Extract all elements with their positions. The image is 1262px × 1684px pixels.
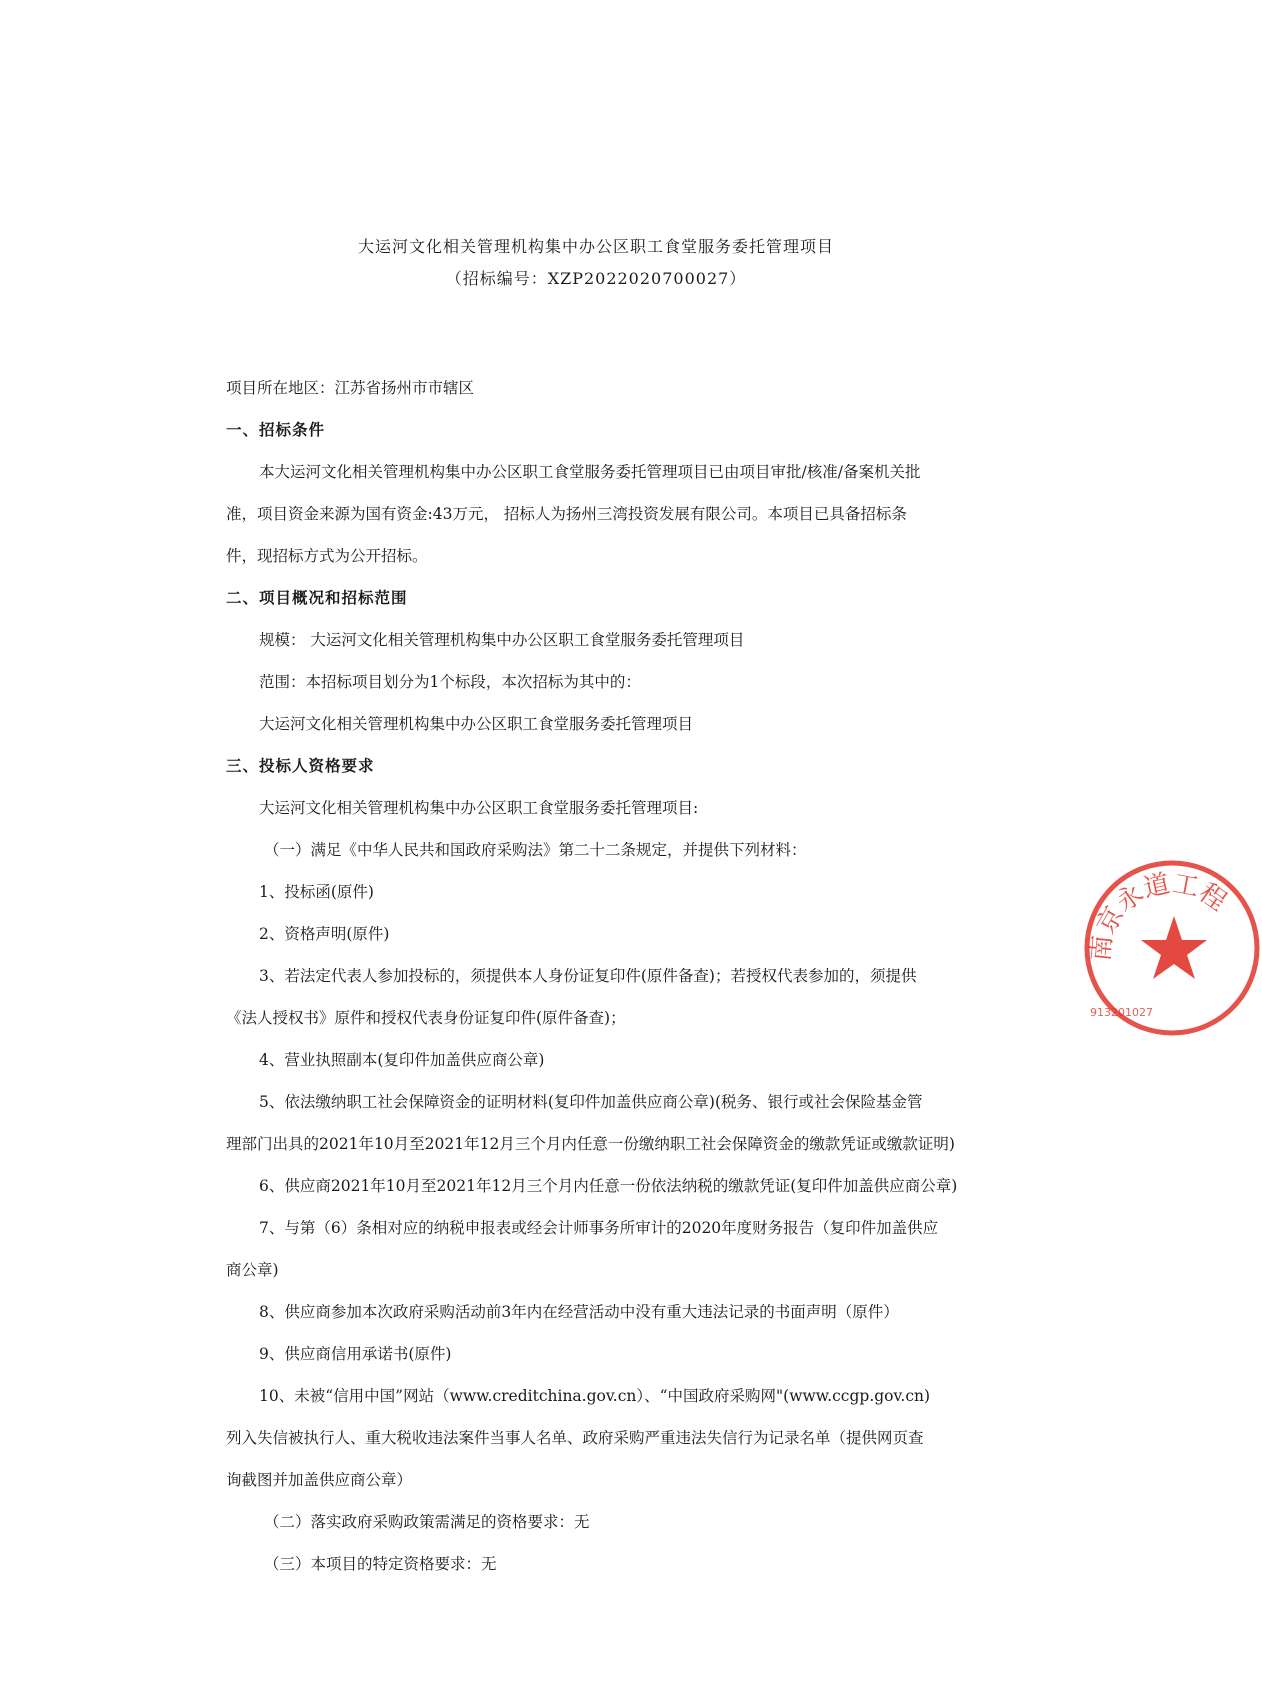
company-seal-stamp bbox=[1082, 858, 1262, 1038]
section3-heading: 三、投标人资格要求 bbox=[226, 756, 375, 775]
section1-line: 准，项目资金来源为国有资金:43万元， 招标人为扬州三湾投资发展有限公司。本项目已具备招标条 bbox=[226, 505, 907, 523]
requirement-item: 3、若法定代表人参加投标的，须提供本人身份证复印件(原件备查)；若授权代表参加的，须提供 bbox=[259, 967, 917, 985]
requirement-item: 《法人授权书》原件和授权代表身份证复印件(原件备查)； bbox=[226, 1009, 626, 1027]
bid-number: （招标编号：XZP2022020700027） bbox=[445, 269, 747, 288]
seal-code: 913201027 bbox=[1090, 1006, 1153, 1019]
document-title: 大运河文化相关管理机构集中办公区职工食堂服务委托管理项目 bbox=[357, 237, 834, 256]
requirement-item: 1、投标函(原件) bbox=[259, 883, 374, 901]
section3-subheading: （二）落实政府采购政策需满足的资格要求：无 bbox=[264, 1513, 590, 1531]
requirement-item: 9、供应商信用承诺书(原件) bbox=[259, 1345, 452, 1363]
requirement-item: 6、供应商2021年10月至2021年12月三个月内任意一份依法纳税的缴款凭证(复印件加盖供应商公章) bbox=[259, 1177, 958, 1195]
requirement-item: 7、与第（6）条相对应的纳税申报表或经会计师事务所审计的2020年度财务报告（复印件加盖供应 bbox=[259, 1219, 939, 1237]
requirement-item: 4、营业执照副本(复印件加盖供应商公章) bbox=[259, 1051, 545, 1069]
section2-heading: 二、项目概况和招标范围 bbox=[226, 588, 408, 607]
section3-subheading: （三）本项目的特定资格要求：无 bbox=[264, 1555, 497, 1573]
requirement-item: 10、未被“信用中国”网站（www.creditchina.gov.cn）、“中国政府采购网"(www.ccgp.gov.cn) bbox=[259, 1387, 931, 1405]
section1-line: 件，现招标方式为公开招标。 bbox=[226, 547, 428, 565]
requirement-item: 理部门出具的2021年10月至2021年12月三个月内任意一份缴纳职工社会保障资金的缴款凭证或缴款证明) bbox=[226, 1135, 955, 1153]
section1-line: 本大运河文化相关管理机构集中办公区职工食堂服务委托管理项目已由项目审批/核准/备案机关批 bbox=[259, 463, 921, 481]
requirement-item: 5、依法缴纳职工社会保障资金的证明材料(复印件加盖供应商公章)(税务、银行或社会保险基金管 bbox=[259, 1093, 923, 1111]
requirement-item: 8、供应商参加本次政府采购活动前3年内在经营活动中没有重大违法记录的书面声明（原件） bbox=[259, 1303, 899, 1321]
seal-text: 南京永道工程 bbox=[1085, 868, 1232, 963]
requirement-item: 商公章) bbox=[226, 1261, 279, 1279]
section3-subheading: （一）满足《中华人民共和国政府采购法》第二十二条规定，并提供下列材料： bbox=[264, 841, 807, 859]
requirement-item: 列入失信被执行人、重大税收违法案件当事人名单、政府采购严重违法失信行为记录名单（提供网页查 bbox=[226, 1429, 924, 1447]
section2-line: 大运河文化相关管理机构集中办公区职工食堂服务委托管理项目 bbox=[259, 715, 694, 733]
requirement-item: 询截图并加盖供应商公章） bbox=[226, 1471, 413, 1489]
section1-heading: 一、招标条件 bbox=[226, 420, 326, 439]
project-region: 项目所在地区：江苏省扬州市市辖区 bbox=[226, 379, 475, 397]
section3-intro: 大运河文化相关管理机构集中办公区职工食堂服务委托管理项目: bbox=[259, 799, 699, 817]
section2-line: 规模： 大运河文化相关管理机构集中办公区职工食堂服务委托管理项目 bbox=[259, 631, 745, 649]
section2-line: 范围：本招标项目划分为1个标段，本次招标为其中的： bbox=[259, 673, 641, 691]
star-icon bbox=[1141, 916, 1207, 979]
requirement-item: 2、资格声明(原件) bbox=[259, 925, 390, 943]
